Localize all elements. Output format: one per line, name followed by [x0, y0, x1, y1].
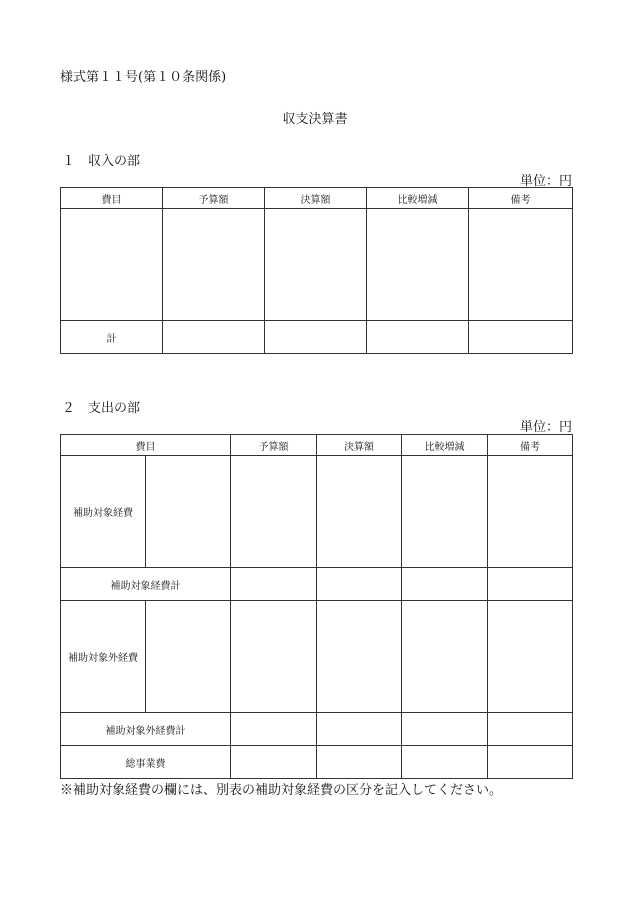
grand-total-remarks-cell[interactable]: [488, 746, 573, 779]
expenditure-unit-label: 単位：円: [519, 420, 572, 435]
income-section-title: １ 収入の部: [62, 154, 141, 169]
non-subsidized-category-cell[interactable]: [146, 601, 231, 713]
non-subsidized-budget-cell[interactable]: [231, 601, 317, 713]
grand-total-budget-cell[interactable]: [231, 746, 317, 779]
footnote: ※補助対象経費の欄には、別表の補助対象経費の区分を記入してください。: [60, 783, 503, 798]
subsidized-category-cell[interactable]: [146, 456, 231, 568]
document-title: 収支決算書: [282, 112, 348, 127]
non-subsidized-total-row: [61, 713, 573, 746]
grand-total-row: [61, 746, 573, 779]
non-subsidized-total-actual-cell[interactable]: [317, 713, 402, 746]
income-header-budget: 予算額: [163, 188, 265, 209]
grand-total-actual-cell[interactable]: [317, 746, 402, 779]
expenditure-header-remarks: 備考: [488, 435, 573, 456]
expenditure-header-item: 費目: [61, 435, 231, 456]
income-budget-cell[interactable]: [163, 209, 265, 321]
income-entry-row: [61, 209, 573, 321]
subsidized-total-label: 補助対象経費計: [61, 568, 231, 601]
expenditure-section-title: ２ 支出の部: [62, 401, 141, 416]
subsidized-budget-cell[interactable]: [231, 456, 317, 568]
non-subsidized-total-remarks-cell[interactable]: [488, 713, 573, 746]
subsidized-total-budget-cell[interactable]: [231, 568, 317, 601]
income-total-difference-cell[interactable]: [367, 321, 469, 354]
subsidized-total-remarks-cell[interactable]: [488, 568, 573, 601]
income-unit-label: 単位：円: [519, 174, 572, 189]
non-subsidized-total-budget-cell[interactable]: [231, 713, 317, 746]
income-table: [60, 187, 573, 354]
non-subsidized-actual-cell[interactable]: [317, 601, 402, 713]
income-total-actual-cell[interactable]: [265, 321, 367, 354]
subsidized-row: [61, 456, 573, 568]
non-subsidized-row: [61, 601, 573, 713]
subsidized-total-row: [61, 568, 573, 601]
expenditure-header-row: [61, 435, 573, 456]
income-header-difference: 比較増減: [367, 188, 469, 209]
subsidized-total-actual-cell[interactable]: [317, 568, 402, 601]
income-header-remarks: 備考: [469, 188, 573, 209]
grand-total-difference-cell[interactable]: [402, 746, 488, 779]
income-remarks-cell[interactable]: [469, 209, 573, 321]
non-subsidized-difference-cell[interactable]: [402, 601, 488, 713]
income-total-label: 計: [61, 321, 163, 354]
income-total-budget-cell[interactable]: [163, 321, 265, 354]
subsidized-total-difference-cell[interactable]: [402, 568, 488, 601]
income-total-row: [61, 321, 573, 354]
income-actual-cell[interactable]: [265, 209, 367, 321]
non-subsidized-remarks-cell[interactable]: [488, 601, 573, 713]
non-subsidized-total-difference-cell[interactable]: [402, 713, 488, 746]
expenditure-table: [60, 434, 573, 779]
non-subsidized-total-label: 補助対象外経費計: [61, 713, 231, 746]
subsidized-remarks-cell[interactable]: [488, 456, 573, 568]
form-number: 様式第１１号(第１０条関係): [60, 70, 227, 85]
income-header-actual: 決算額: [265, 188, 367, 209]
income-item-cell[interactable]: [61, 209, 163, 321]
expenditure-header-actual: 決算額: [317, 435, 402, 456]
expenditure-header-budget: 予算額: [231, 435, 317, 456]
subsidized-label: 補助対象経費: [61, 456, 146, 568]
income-difference-cell[interactable]: [367, 209, 469, 321]
subsidized-actual-cell[interactable]: [317, 456, 402, 568]
income-header-row: [61, 188, 573, 209]
income-header-item: 費目: [61, 188, 163, 209]
grand-total-label: 総事業費: [61, 746, 231, 779]
subsidized-difference-cell[interactable]: [402, 456, 488, 568]
income-total-remarks-cell[interactable]: [469, 321, 573, 354]
non-subsidized-label: 補助対象外経費: [61, 601, 146, 713]
expenditure-header-difference: 比較増減: [402, 435, 488, 456]
